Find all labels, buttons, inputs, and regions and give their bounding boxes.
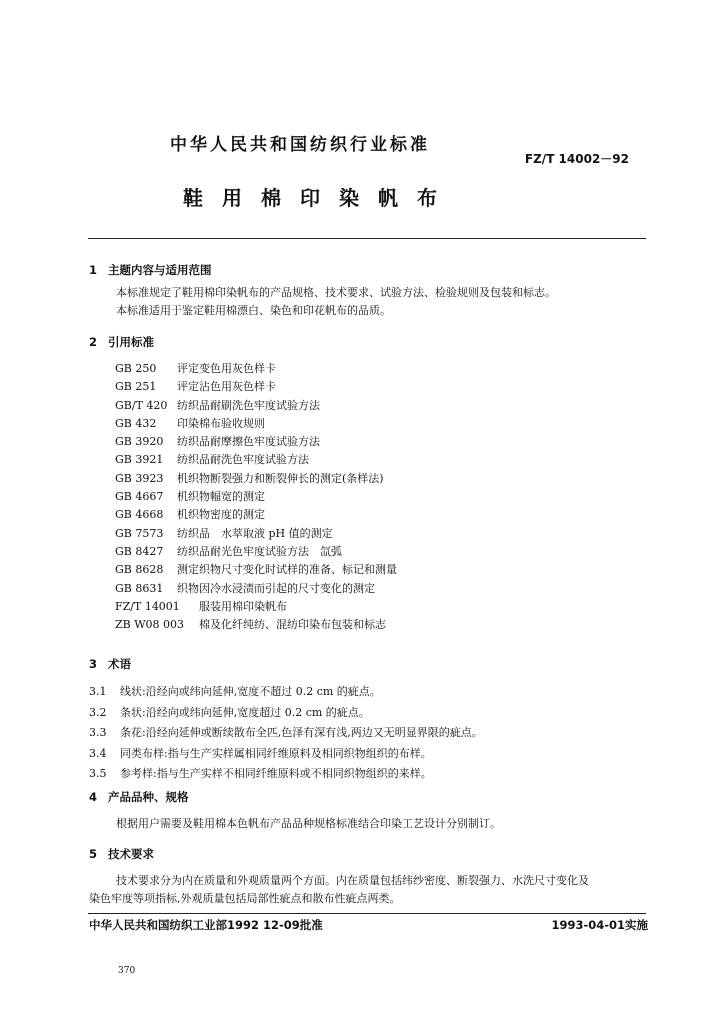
- reference-code: GB 8631: [115, 581, 164, 595]
- reference-item: [115, 525, 397, 543]
- section-number: 5: [89, 847, 98, 861]
- term-number: 3.3: [89, 726, 107, 739]
- term-list: [89, 682, 483, 785]
- reference-code: GB 4667: [115, 490, 164, 504]
- reference-title: 织物因冷水浸渍而引起的尺寸变化的测定: [177, 581, 375, 595]
- term-item: [89, 682, 483, 703]
- section-number: 3: [89, 657, 98, 671]
- reference-code: ZB W08 003: [115, 618, 185, 632]
- reference-title: 测定织物尺寸变化时试样的准备、标记和测量: [177, 563, 397, 577]
- reference-code: GB 4668: [115, 508, 164, 522]
- section-number: 2: [89, 335, 98, 349]
- reference-title: 服装用棉印染帆布: [199, 599, 287, 613]
- section-2-heading: [89, 334, 154, 350]
- term-text: 线状:沿经向或纬向延伸,宽度不超过 0.2 cm 的疵点。: [120, 685, 381, 698]
- term-text: 条花:沿经向延伸或断续散布全匹,色泽有深有浅,两边又无明显界限的疵点。: [120, 726, 483, 739]
- reference-code: FZ/T 14001: [115, 599, 180, 613]
- reference-item: [115, 543, 397, 561]
- reference-title: 纺织品耐光色牢度试验方法 氙弧: [177, 544, 342, 558]
- reference-item: [115, 488, 397, 506]
- section-5-paragraph-2: 染色牢度等项指标,外观质量包括局部性疵点和散布性疵点两类。: [89, 892, 401, 905]
- reference-code: GB 3920: [115, 435, 164, 449]
- reference-title: 机织物密度的测定: [177, 508, 265, 522]
- reference-title: 机织物断裂强力和断裂伸长的测定(条样法): [177, 471, 384, 485]
- reference-item: [115, 378, 397, 396]
- term-text: 条状:沿经向或纬向延伸,宽度超过 0.2 cm 的疵点。: [120, 705, 370, 719]
- reference-item: [115, 598, 397, 616]
- reference-title: 棉及化纤纯纺、混纺印染布包装和标志: [199, 618, 386, 632]
- reference-title: 纺织品耐摩擦色牢度试验方法: [177, 435, 320, 449]
- reference-code: GB/T 420: [115, 398, 168, 412]
- document-title: 鞋用棉印染帆布: [183, 186, 456, 210]
- section-number: 4: [89, 790, 98, 804]
- section-4-paragraph-1: 根据用户需要及鞋用棉本色帆布产品品种规格标准结合印染工艺设计分别制订。: [116, 817, 501, 830]
- reference-item: [115, 360, 397, 378]
- term-item: [89, 703, 483, 724]
- reference-code: GB 432: [115, 416, 157, 430]
- reference-code: GB 7573: [115, 526, 164, 540]
- section-title: 主题内容与适用范围: [108, 263, 212, 277]
- term-text: 参考样:指与生产实样不相同纤维原料或不相同织物组织的来样。: [120, 767, 432, 780]
- term-number: 3.2: [89, 705, 107, 719]
- reference-code: GB 250: [115, 362, 157, 375]
- reference-item: [115, 561, 397, 579]
- reference-title: 纺织品耐洗色牢度试验方法: [177, 453, 309, 467]
- section-3-heading: [89, 656, 131, 672]
- reference-item: [115, 433, 397, 451]
- section-1-paragraph-1: 本标准规定了鞋用棉印染帆布的产品规格、技术要求、试验方法、检验规则及包装和标志。: [116, 286, 556, 299]
- reference-item: [115, 397, 397, 415]
- term-number: 3.4: [89, 746, 107, 760]
- section-number: 1: [89, 263, 98, 277]
- term-item: [89, 744, 483, 765]
- reference-title: 评定沾色用灰色样卡: [177, 380, 276, 394]
- reference-code: GB 3921: [115, 453, 164, 467]
- footer-divider: [88, 913, 646, 914]
- reference-title: 印染棉布验收规则: [177, 416, 265, 430]
- standard-number: FZ/T 14002－92: [524, 152, 629, 166]
- reference-item: [115, 451, 397, 469]
- section-1-heading: [89, 262, 212, 278]
- term-item: [89, 723, 483, 744]
- section-5-heading: [89, 846, 154, 862]
- reference-item: [115, 580, 397, 598]
- standard-category-title: 中华人民共和国纺织行业标准: [170, 135, 430, 155]
- section-title: 产品品种、规格: [108, 790, 189, 804]
- term-item: [89, 764, 483, 785]
- reference-list: [115, 360, 397, 634]
- reference-title: 纺织品耐刷洗色牢度试验方法: [177, 398, 320, 412]
- reference-item: [115, 616, 397, 634]
- section-title: 引用标准: [108, 335, 154, 349]
- reference-item: [115, 415, 397, 433]
- reference-code: GB 251: [115, 380, 157, 394]
- header-divider: [88, 238, 646, 239]
- reference-code: GB 8427: [115, 544, 164, 558]
- section-1-paragraph-2: 本标准适用于鉴定鞋用棉漂白、染色和印花帆布的品质。: [116, 304, 391, 317]
- reference-title: 纺织品 水萃取液 pH 值的测定: [177, 526, 333, 540]
- reference-title: 机织物幅宽的测定: [177, 490, 265, 504]
- approval-line: 中华人民共和国纺织工业部1992 12-09批准: [89, 918, 323, 932]
- term-text: 同类布样:指与生产实样属相同纤维原料及相同织物组织的布样。: [120, 746, 432, 760]
- reference-item: [115, 470, 397, 488]
- reference-code: GB 3923: [115, 471, 164, 485]
- term-number: 3.5: [89, 767, 107, 780]
- page-number: 370: [118, 966, 136, 976]
- term-number: 3.1: [89, 685, 107, 698]
- section-5-paragraph-1: 技术要求分为内在质量和外观质量两个方面。内在质量包括纬纱密度、断裂强力、水洗尺寸变化及: [116, 874, 589, 887]
- reference-item: [115, 506, 397, 524]
- reference-title: 评定变色用灰色样卡: [177, 362, 276, 375]
- section-4-heading: [89, 789, 189, 805]
- implementation-date: 1993-04-01实施: [551, 918, 648, 932]
- section-title: 术语: [108, 657, 131, 671]
- reference-code: GB 8628: [115, 563, 164, 577]
- section-title: 技术要求: [108, 847, 154, 861]
